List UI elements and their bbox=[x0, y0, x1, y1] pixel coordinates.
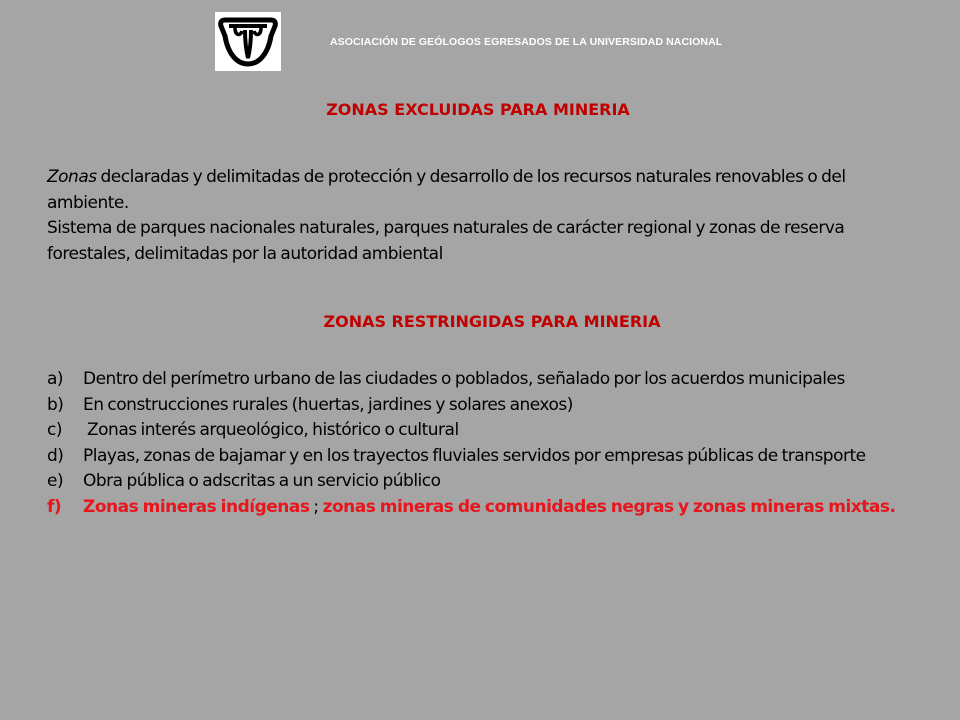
restricted-zones-title: ZONAS RESTRINGIDAS PARA MINERIA bbox=[323, 312, 661, 331]
list-item-marker: f) bbox=[47, 496, 62, 517]
list-item-text-part-2: zonas mineras de comunidades negras y zonas mineras mixtas. bbox=[322, 496, 896, 517]
list-item-separator: ; bbox=[309, 496, 323, 517]
list-item bbox=[47, 444, 937, 470]
excluded-paragraph-1-italic: Zonas bbox=[47, 167, 97, 187]
list-item bbox=[47, 469, 937, 495]
list-item bbox=[47, 367, 937, 393]
list-item-marker: d) bbox=[47, 445, 64, 466]
excluded-paragraph-1 bbox=[47, 165, 927, 216]
organization-name: ASOCIACIÓN DE GEÓLOGOS EGRESADOS DE LA UNIVERSIDAD NACIONAL bbox=[330, 36, 723, 48]
association-logo-icon bbox=[215, 12, 281, 71]
list-item-text: Dentro del perímetro urbano de las ciudades o poblados, señalado por los acuerdos municipales bbox=[83, 369, 845, 389]
excluded-paragraph-2: Sistema de parques nacionales naturales, parques naturales de carácter regional y zonas de reserva forestales, delimitadas por la autoridad ambiental bbox=[47, 218, 845, 264]
list-item bbox=[47, 418, 937, 444]
restricted-zones-list bbox=[47, 367, 937, 520]
list-item-marker: b) bbox=[47, 394, 64, 415]
list-item-text: Obra pública o adscritas a un servicio público bbox=[83, 471, 441, 491]
list-item-marker: c) bbox=[47, 420, 62, 440]
excluded-paragraph-1-rest: declaradas y delimitadas de protección y desarrollo de los recursos naturales renovables o del ambiente. bbox=[47, 167, 846, 213]
list-item-marker: e) bbox=[47, 471, 64, 491]
list-item bbox=[47, 393, 937, 419]
list-item-text: Playas, zonas de bajamar y en los trayectos fluviales servidos por empresas públicas de transporte bbox=[83, 445, 866, 466]
list-item-text: Zonas interés arqueológico, histórico o cultural bbox=[87, 420, 459, 440]
excluded-zones-title: ZONAS EXCLUIDAS PARA MINERIA bbox=[326, 100, 630, 119]
list-item-text-part-1: Zonas mineras indígenas bbox=[83, 496, 310, 517]
list-item-text: En construcciones rurales (huertas, jardines y solares anexos) bbox=[83, 394, 573, 415]
list-item-marker: a) bbox=[47, 369, 64, 389]
list-item-highlighted bbox=[47, 495, 937, 521]
association-logo bbox=[215, 12, 281, 71]
excluded-zones-text bbox=[47, 165, 927, 267]
